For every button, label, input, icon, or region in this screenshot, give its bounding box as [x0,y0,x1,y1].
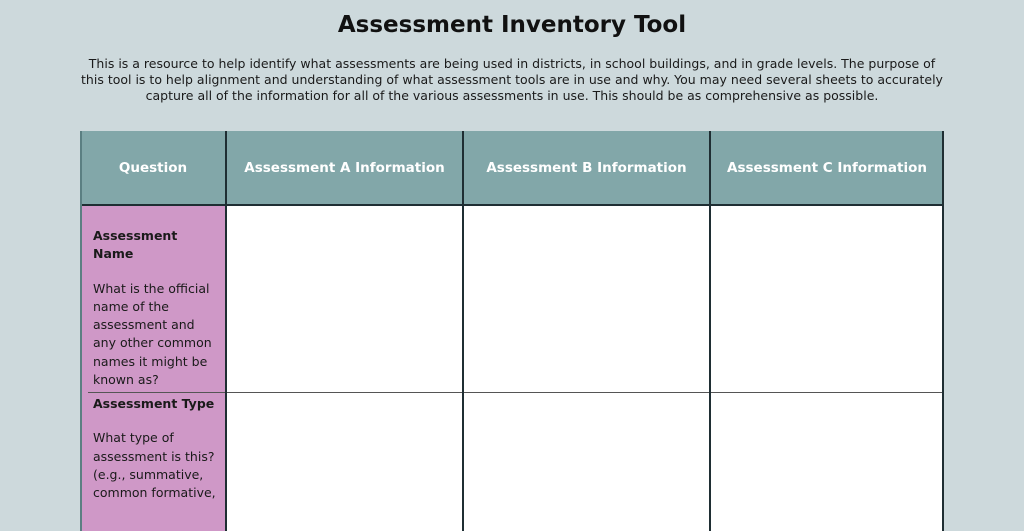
assessment-b-type-cell[interactable] [465,393,709,531]
table-left-border [80,131,82,531]
question-assessment-name [93,227,221,389]
assessment-c-name-cell[interactable] [712,206,942,392]
page-title: Assessment Inventory Tool [337,12,687,38]
header-divider [80,204,944,206]
table-right-border [942,131,944,531]
column-divider-1 [225,131,227,531]
question-assessment-type [93,395,221,502]
header-assessment-a: Assessment A Information [226,131,463,205]
assessment-a-type-cell[interactable] [228,393,462,531]
question-description: What is the official name of the assessment and any other common names it might be known as? [93,280,212,388]
assessment-a-name-cell[interactable] [228,206,462,392]
row-divider [88,392,944,393]
header-assessment-b: Assessment B Information [463,131,710,205]
assessment-inventory-table [80,131,944,531]
assessment-c-type-cell[interactable] [712,393,942,531]
column-divider-2 [462,131,464,531]
question-description: What type of assessment is this? (e.g., summative, common formative, [93,430,216,501]
question-label: Assessment Name [93,228,178,262]
question-label: Assessment Type [93,396,215,411]
column-divider-3 [709,131,711,531]
header-question: Question [80,131,226,205]
intro-paragraph: This is a resource to help identify what assessments are being used in districts, in school buildings, and in grade levels. The purpose of this tool is to help alignment and understanding of what assessment tools are in use and why. You may need several sheets to accurately capture all of the information for all of the various assessments in use. This should be as comprehensive as possible. [81,56,943,103]
assessment-b-name-cell[interactable] [465,206,709,392]
header-assessment-c: Assessment C Information [710,131,944,205]
